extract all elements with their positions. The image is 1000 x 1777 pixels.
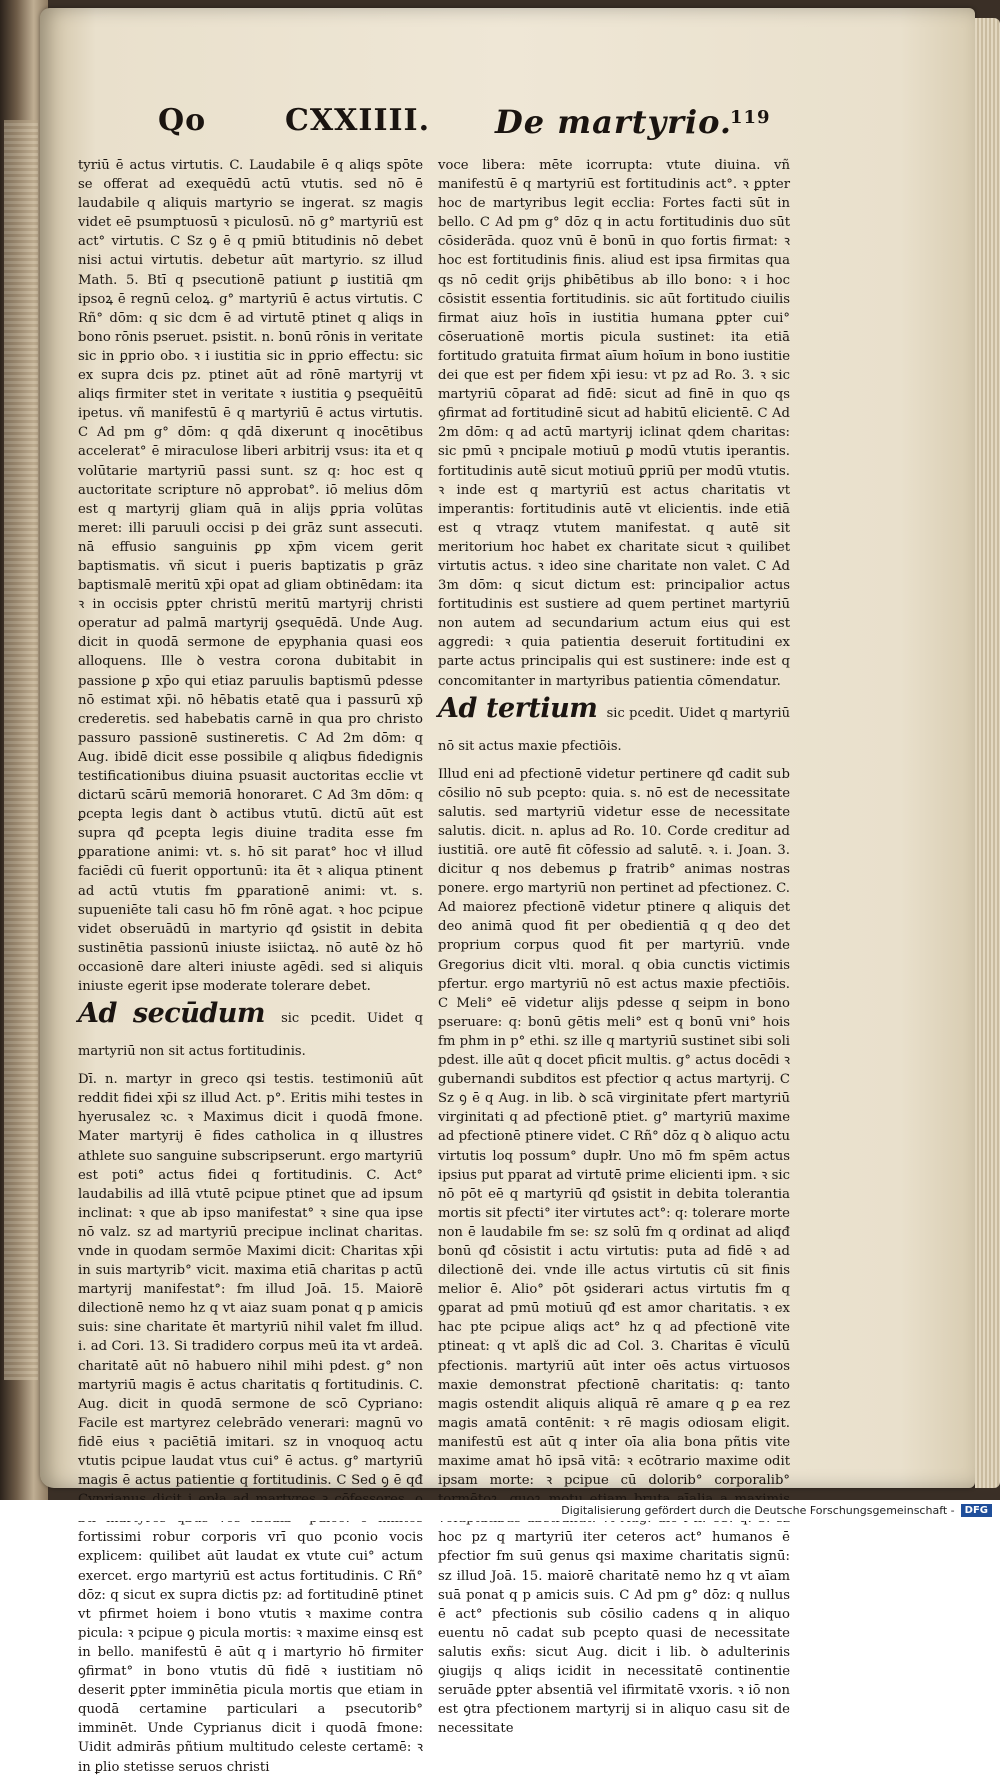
running-header: [40, 103, 975, 143]
body-paragraph: voce libera: mēte icorrupta: vtute diuina. vñ manifestū ē q martyriū est fortitudinis act°. ꝛ ꝑpter hoc de martyribus legit ecclia: Fortes facti sūt in bello. C Ad pm g° dōz q in actu fortitudinis duo sūt cōsiderāda. quoz vnū ē bonū in quo fortis firmat: ꝛ hoc est fortitudinis finis. aliud est ipsa firmitas qua qs nō cedit ꝯrijs ꝑhibētibus ab illo bono: ꝛ i hoc cōsistit essentia fortitudinis. sic aūt fortitudo ciuilis firmat aiuz hoīs in iustitia humana ꝑpter cui° cōseruationē mortis picula sustinet: ita etiā fortitudo gratuita firmat aīum hoīum in bono iustitie dei que est per fidem xp̄i iesu: vt pz ad Ro. 3. ꝛ sic martyriū cōparat ad fidē: sicut ad finē in quo qs ꝯfirmat ad fortitudinē sicut ad habitū elicientē. C Ad 2m dōm: q ad actū martyrij iclinat qdem charitas: sic pmū ꝛ pncipale motiuū ꝑ modū vtutis iperantis. fortitudinis autē sicut motiuū ꝑpriū per modū vtutis. ꝛ inde est q martyriū est actus charitatis vt imperantis: fortitudinis autē vt elicientis. inde etiā est q vtraqz vtutem manifestat. q autē sit meritorium hoc habet ex charitate sicut ꝛ quilibet virtutis actus. ꝛ ideo sine charitate non valet. C Ad 3m dōm: q sicut dictum est: principalior actus fortitudinis est sustiere ad quem pertinet martyriū non autem ad secundarium actum eius qui est aggredi: ꝛ quia patientia deseruit fortitudini ex parte actus principalis qui est sustinere: inde est q concomitanter in martyribus patientia cōmendatur.: [438, 158, 790, 689]
section-heading-lead: sic pcedit. Uidet q martyriū nō sit actus maxie pfectiōis.: [438, 705, 790, 754]
body-paragraph: tyriū ē actus virtutis. C. Laudabile ē q aliqs spōte se offerat ad exequēdū actū vtutis. sed nō ē laudabile q aliquis martyrio se ingerat. sz magis videt eē psumptuosū ꝛ piculosū. nō g° martyriū est act° virtutis. C Sz ꝯ ē q pmiū btitudinis nō debet nisi actui virtutis. debetur aūt martyrio. sz illud Math. 5. Btī q psecutionē patiunt ꝑ iustitiā qm ipsoꝝ ē regnū celoꝝ. g° martyriū ē actus virtutis. C Rñ° dōm: q sic dcm ē ad virtutē ptinet q aliqs in bono rōnis pseruet. psistit. n. bonū rōnis in veritate sic in ꝑprio obo. ꝛ i iustitia sic in ꝑprio effectu: sic ex supra dcis pz. ptinet aūt ad rōnē martyrij vt aliqs firmiter stet in veritate ꝛ iustitia ꝯ psequēitū ipetus. vñ manifestū ē q martyriū ē actus virtutis. C Ad pm g° dōm: q qdā dixerunt q inocētibus accelerat° ē miraculose liberi arbitrij vsus: ita et q volūtarie martyriū passi sunt. sz q: hoc est q auctoritate scripture nō approbat°. iō melius dōm est q martyrij gliam quā in alijs ꝑpria volūtas meret: illi paruuli occisi p dei grāz sunt assecuti. nā effusio sanguinis ꝑp xp̄m vicem gerit baptismatis. vñ sicut i pueris baptizatis p grāz baptismalē meritū xp̄i opat ad gliam obtinēdam: ita ꝛ in occisis ꝑpter christū meritū martyrij christi operatur ad palmā martyrij ꝯsequēdā. Unde Aug. dicit in quodā sermone de epyphania quasi eos alloquens. Ille ꝺ vestra corona dubitabit in passione ꝑ xp̄o qui etiaz paruulis baptismū pdesse nō estimat xp̄i. nō hēbatis etatē qua i passurū xp̄ crederetis. sed habebatis carnē in qua pro christo passuro passionē sustineretis. C Ad 2m dōm: q Aug. ibidē dicit esse possibile q aliqbus fidedignis testificationibus diuina psuasit auctoritas ecclie vt dictarū scārū memoriā honoraret. C Ad 3m dōm: q ꝑcepta legis dant ꝺ actibus vtutū. dictū aūt est supra qđ ꝑcepta legis diuine tradita esse fm ꝑparatione animi: vt. s. hō sit parat° hoc vł illud faciēdi cū fuerit opportunū: ita ēt ꝛ aliqua ptinent ad actū vtutis fm ꝑparationē animi: vt. s. supueniēte tali casu hō fm rōnē agat. ꝛ hoc pcipue videt obseruādū in martyrio qđ ꝯsistit in debita sustinētia passionū iniuste isiictaꝝ. nō autē ꝺz hō occasionē dare alteri iniuste agēdi. sed si aliquis iniuste egerit ipse moderate tolerare debet.: [78, 158, 423, 995]
section-heading-text: Ad tertium: [438, 692, 598, 724]
funding-credit: Digitalisierung gefördert durch die Deutsche Forschungsgemeinschaft -: [561, 1504, 955, 1517]
page-fore-edge: [975, 18, 1000, 1488]
previous-pages-edge: [4, 120, 38, 1380]
header-title: De martyrio.: [495, 103, 733, 141]
section-heading-text: Ad secūdum: [78, 998, 265, 1030]
header-question-number: CXXIIII.: [285, 103, 431, 138]
text-column-left: [78, 156, 423, 1775]
body-paragraph: Dī. n. martyr in greco qsi testis. testimoniū aūt reddit fidei xp̄i sz illud Act. p°. Eritis mihi testes in hyerusalez ꝛc. ꝛ Maximus dicit i quodā fmone. Mater martyrij ē fides catholica in q illustres athlete suo sanguine subscripserunt. ergo martyriū est poti° actus fidei q fortitudinis. C. Act° laudabilis ad illā vtutē pcipue ptinet que ad ipsum inclinat: ꝛ que ab ipso manifestat° ꝛ sine qua ipse nō valz. sz ad martyriū precipue inclinat charitas. vnde in quodam sermōe Maximi dicit: Charitas xp̄i in suis martyrib° vicit. maxima etiā charitas p actū martyrij manifestat°: fm illud Joā. 15. Maiorē dilectionē nemo hz q vt aiaz suam ponat q p amicis suis: sine charitate ēt martyriū nihil valet fm illud. i. ad Cori. 13. Si tradidero corpus meū ita vt ardeā. charitatē aūt nō habuero nihil mihi pdest. g° non martyriū magis ē actus charitatis q fortitudinis. C. Aug. dicit in quodā sermone de scō Cypriano: Facile est martyrez celebrādo venerari: magnū vo fidē eius ꝛ paciētiā imitari. sz in vnoquoq actu vtutis pcipue laudat vtus cui° ē actus. g° martyriū magis ē actus patientie q fortitudinis. C Sed ꝯ ē qđ fortissimi robur corporis vrī quo pconio vocis explicem: quilibet aūt laudat ex vtute cui° actum exercet. ergo martyriū est actus fortitudinis. C Rñ° dōz: q sicut ex supra dictis pz: ad fortitudinē ptinet vt pfirmet hoiem i bono vtutis ꝛ maxime contra picula: ꝛ pcipue ꝯ picula mortis: ꝛ maxime einsq est in bello. manifestū ē aūt q i martyrio hō firmiter ꝯfirmat° in bono vtutis dū fidē ꝛ iustitiam nō deserit ꝑpter imminētia picula mortis que etiam in quodā certamine particulari a psecutorib° imminēt. Unde Cyprianus dicit i quodā fmone: Uidit admirās pñtium multitudo celeste certamē: ꝛ in ꝑlio stetisse seruos christi: [78, 1072, 423, 1775]
body-paragraph: Illud eni ad pfectionē videtur pertinere qđ cadit sub cōsilio nō sub pcepto: quia. s. nō est de necessitate salutis. sed martyriū videtur esse de necessitate salutis. dicit. n. aplus ad Ro. 10. Corde creditur ad iustitiā. ore autē fit cōfessio ad salutē. ꝛ. i. Joan. 3. dicitur q nos debemus ꝑ fratrib° animas nostras ponere. ergo martyriū non pertinet ad pfectionez. C. Ad maiorez pfectionē videtur ptinere q aliquis det deo animā quod fit per obedientiā q q deo det proprium corpus quod fit per martyriū. vnde Gregorius dicit vlti. moral. q obia cunctis victimis pfertur. ergo martyriū nō est actus maxie pfectiōis. C Meli° eē videtur alijs pdesse q seipm in bono pseruare: q: bonū gētis meli° est q bonū vni° hois fm phm in p° ethi. sz ille q martyriū sustinet sibi soli pdest. ille aūt q docet pficit multis. g° actus docēdi ꝛ gubernandi subditos est pfectior q actus martyrij. C Sz ꝯ ē q Aug. in lib. ꝺ scā virginitate pfert martyriū virginitati q ad pfectionē ptiet. g° martyriū maxime ad pfectionē ptinere videt. C Rñ° dōz q ꝺ aliquo actu virtutis loq possum° dupłr. Uno mō fm spēm actus ipsius put pparat ad virtutē prime elicienti ipm. ꝛ sic nō pōt eē q martyriū qđ ꝯsistit in debita tolerantia mortis sit pfecti° iter virtutes act°: q: tolerare morte non ē laudabile fm se: sz solū fm q ordinat ad aliqđ bonū qđ cōsistit i actu virtutis: puta ad fidē ꝛ ad dilectionē dei. vnde ille actus virtutis cū sit finis melior ē. Alio° pōt ꝯsiderari actus virtutis fm q ꝯparat ad pmū motiuū qđ est amor charitatis. ꝛ ex hac pte pcipue aliqs act° hz q ad pfectionē vite ptineat: q vt aplš dic ad Col. 3. Charitas ē vīculū pfectionis. martyriū aūt inter oēs actus virtuosos maxie demonstrat pfectionē charitatis: q: tanto magis ostendit aliquis aliquā rē amare q ꝑ ea rez magis amatā contēnit: ꝛ rē magis odiosam eligit. manifestū est aūt q inter oīa alia bona pñtis vite maxime amat hō ipsā vitā: ꝛ ecōtrario maxime odit ipsam morte: ꝛ pcipue cū dolorib° corporalib° hoc pz q martyriū iter ceteros act° humanos ē pfectior fm suū genus qsi maxime charitatis signū: sz illud Joā. 15. maiorē charitatē nemo hz q vt aīam suā ponat q p amicis suis. C Ad pm g° dōz: q nullus ē act° pfectionis sub cōsilio cadens q in aliquo euentu nō cadat sub pcepto quasi de necessitate salutis exñs: sicut Aug. dicit i lib. ꝺ adulterinis ꝯiugijs q aliqs icidit in necessitatē continentie seruāde ꝑpter absentiā vel ifirmitatē vxoris. ꝛ iō non est ꝯtra pfectionem martyrij si in aliquo casu sit de necessitate: [438, 766, 790, 1737]
dfg-logo-icon: DFG: [961, 1504, 992, 1517]
section-heading: [438, 692, 790, 761]
digitization-footer: [0, 1500, 1000, 1521]
header-question-label: Qo: [158, 103, 207, 138]
section-heading: [78, 1000, 423, 1066]
folio-number: 119: [730, 107, 771, 128]
section-heading-lead: sic pcedit. Uidet q martyriū non sit actus fortitudinis.: [78, 1011, 423, 1060]
